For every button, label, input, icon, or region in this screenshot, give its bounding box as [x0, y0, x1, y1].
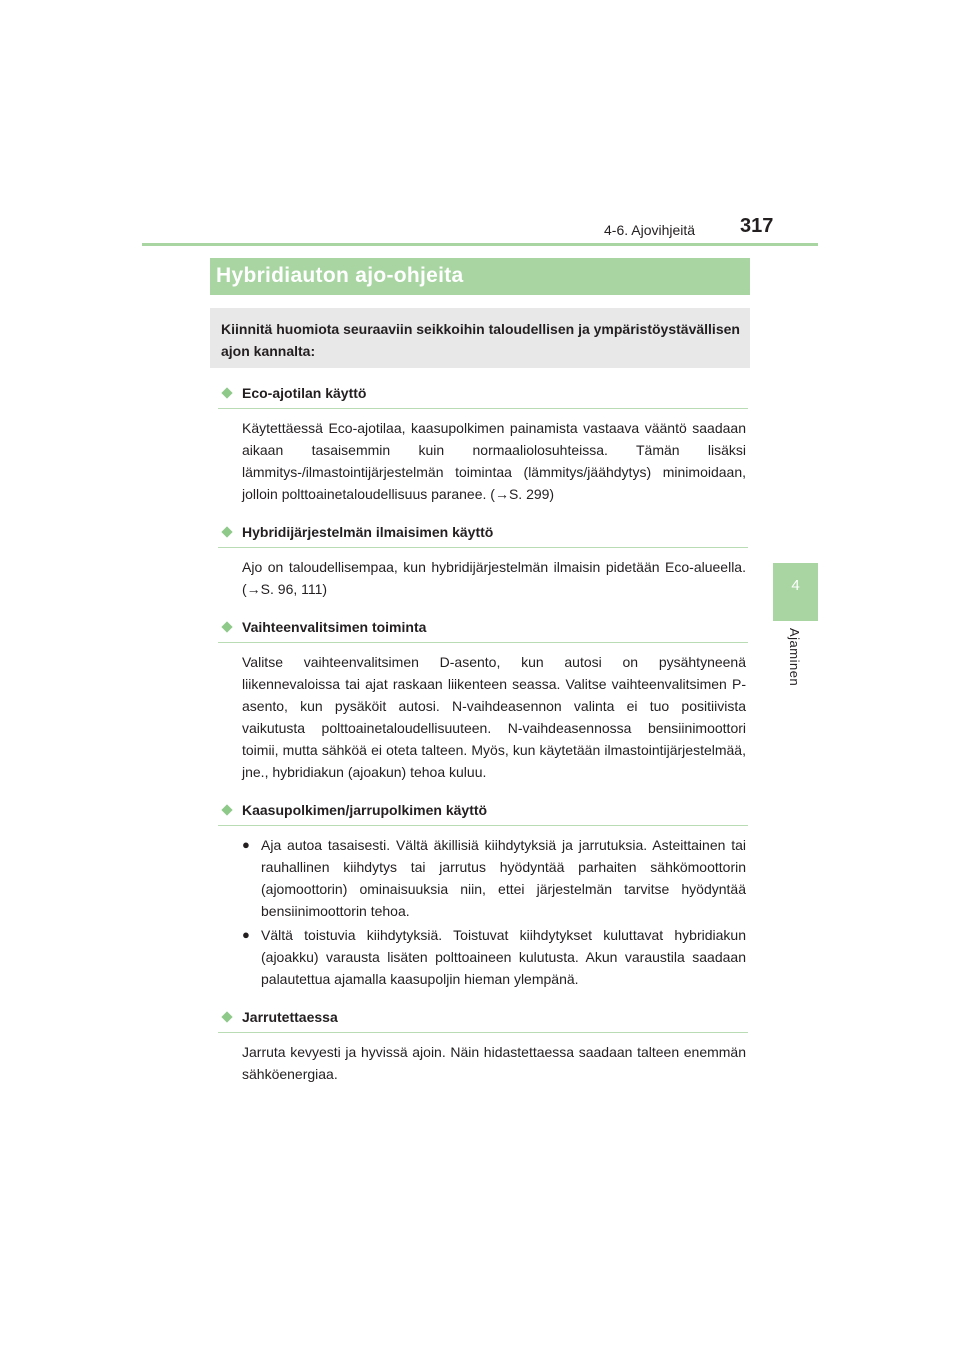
section-eco-mode [218, 382, 748, 505]
intro-box [210, 308, 750, 368]
intro-text: Kiinnitä huomiota seuraaviin seikkoihin taloudellisen ja ympäristöystävällisen ajon kannalta: [221, 321, 740, 359]
diamond-icon [221, 387, 232, 398]
chapter-label [780, 628, 810, 698]
diamond-icon [221, 526, 232, 537]
section-title: Hybridijärjestelmän ilmaisimen käyttö [242, 524, 494, 540]
chapter-label-text: Ajaminen [787, 628, 802, 687]
section-title: Jarrutettaessa [242, 1009, 338, 1025]
list-item-text: Vältä toistuvia kiihdytyksiä. Toistuvat kiihdytykset kuluttavat hybridiakun (ajoakku) varausta lisäten polttoaineen kulutusta. Akun varaustila saadaan palautettua ajamalla kaasupoljin hieman ylempänä. [261, 927, 746, 987]
list-item-text: Aja autoa tasaisesti. Vältä äkillisiä kiihdytyksiä ja jarrutuksia. Asteittainen tai rauhallinen kiihdytys tai jarrutus hyödyntää parhaiten sähkömoottorin (ajomoottorin) ominaisuuksia niin, ettei järjestelmän tarvitse hyödyntää bensiinimoottorin tehoa. [261, 837, 746, 919]
section-shift-lever [218, 616, 748, 783]
diamond-icon [221, 804, 232, 815]
content [218, 382, 748, 1085]
bullet-dot-icon: ● [242, 837, 250, 852]
bullet-dot-icon: ● [242, 927, 250, 942]
section-heading [218, 521, 748, 548]
list-item [242, 834, 746, 922]
section-pedal-use [218, 799, 748, 990]
section-heading [218, 1006, 748, 1033]
title-bar [210, 258, 750, 295]
section-title: Vaihteenvalitsimen toiminta [242, 619, 427, 635]
header-rule [142, 243, 818, 246]
section-text: Käytettäessä Eco-ajotilaa, kaasupolkimen painamista vastaava vääntö saadaan aikaan tasaisemmin kuin normaaliolosuhteissa. Tämän lisäksi lämmitys-/ilmastointijärjestelmän toimintaa (lämmitys/jäähdytys) minimoidaan, jolloin polttoainetaloudellisuus paranee. (→S. 299) [242, 420, 746, 502]
section-text: Jarruta kevyesti ja hyvissä ajoin. Näin hidastettaessa saadaan talteen enemmän sähköenergiaa. [242, 1044, 746, 1082]
list-item [242, 924, 746, 990]
page-number: 317 [740, 215, 774, 237]
page-title: Hybridiauton ajo-ohjeita [216, 264, 464, 287]
section-title: Kaasupolkimen/jarrupolkimen käyttö [242, 802, 488, 818]
section-text: Ajo on taloudellisempaa, kun hybridijärjestelmän ilmaisin pidetään Eco-alueella. (→S. 96, 111) [242, 559, 746, 597]
section-heading [218, 799, 748, 826]
chapter-tab [773, 563, 818, 621]
section-label: 4-6. Ajovihjeitä [604, 222, 696, 238]
chapter-number: 4 [791, 577, 800, 594]
diamond-icon [221, 1011, 232, 1022]
section-braking [218, 1006, 748, 1085]
diamond-icon [221, 621, 232, 632]
section-hybrid-indicator [218, 521, 748, 600]
section-heading [218, 382, 748, 409]
page-header [0, 0, 960, 250]
section-heading [218, 616, 748, 643]
section-title: Eco-ajotilan käyttö [242, 385, 367, 401]
section-text: Valitse vaihteenvalitsimen D-asento, kun autosi on pysähtyneenä liikennevaloissa tai ajat raskaan liikenteen seassa. Valitse vaihteenvalitsimen P-asento, kun pysäköit autosi. N-vaihdeasennon valinta ei tuo positiivista vaikutusta polttoainetaloudellisuuteen. N-vaihdeasennossa bensiinimoottori toimii, mutta sähköä ei oteta talteen. Myös, kun käytetään ilmastointijärjestelmää, jne., hybridiakun (ajoakun) tehoa kuluu. [242, 654, 746, 780]
